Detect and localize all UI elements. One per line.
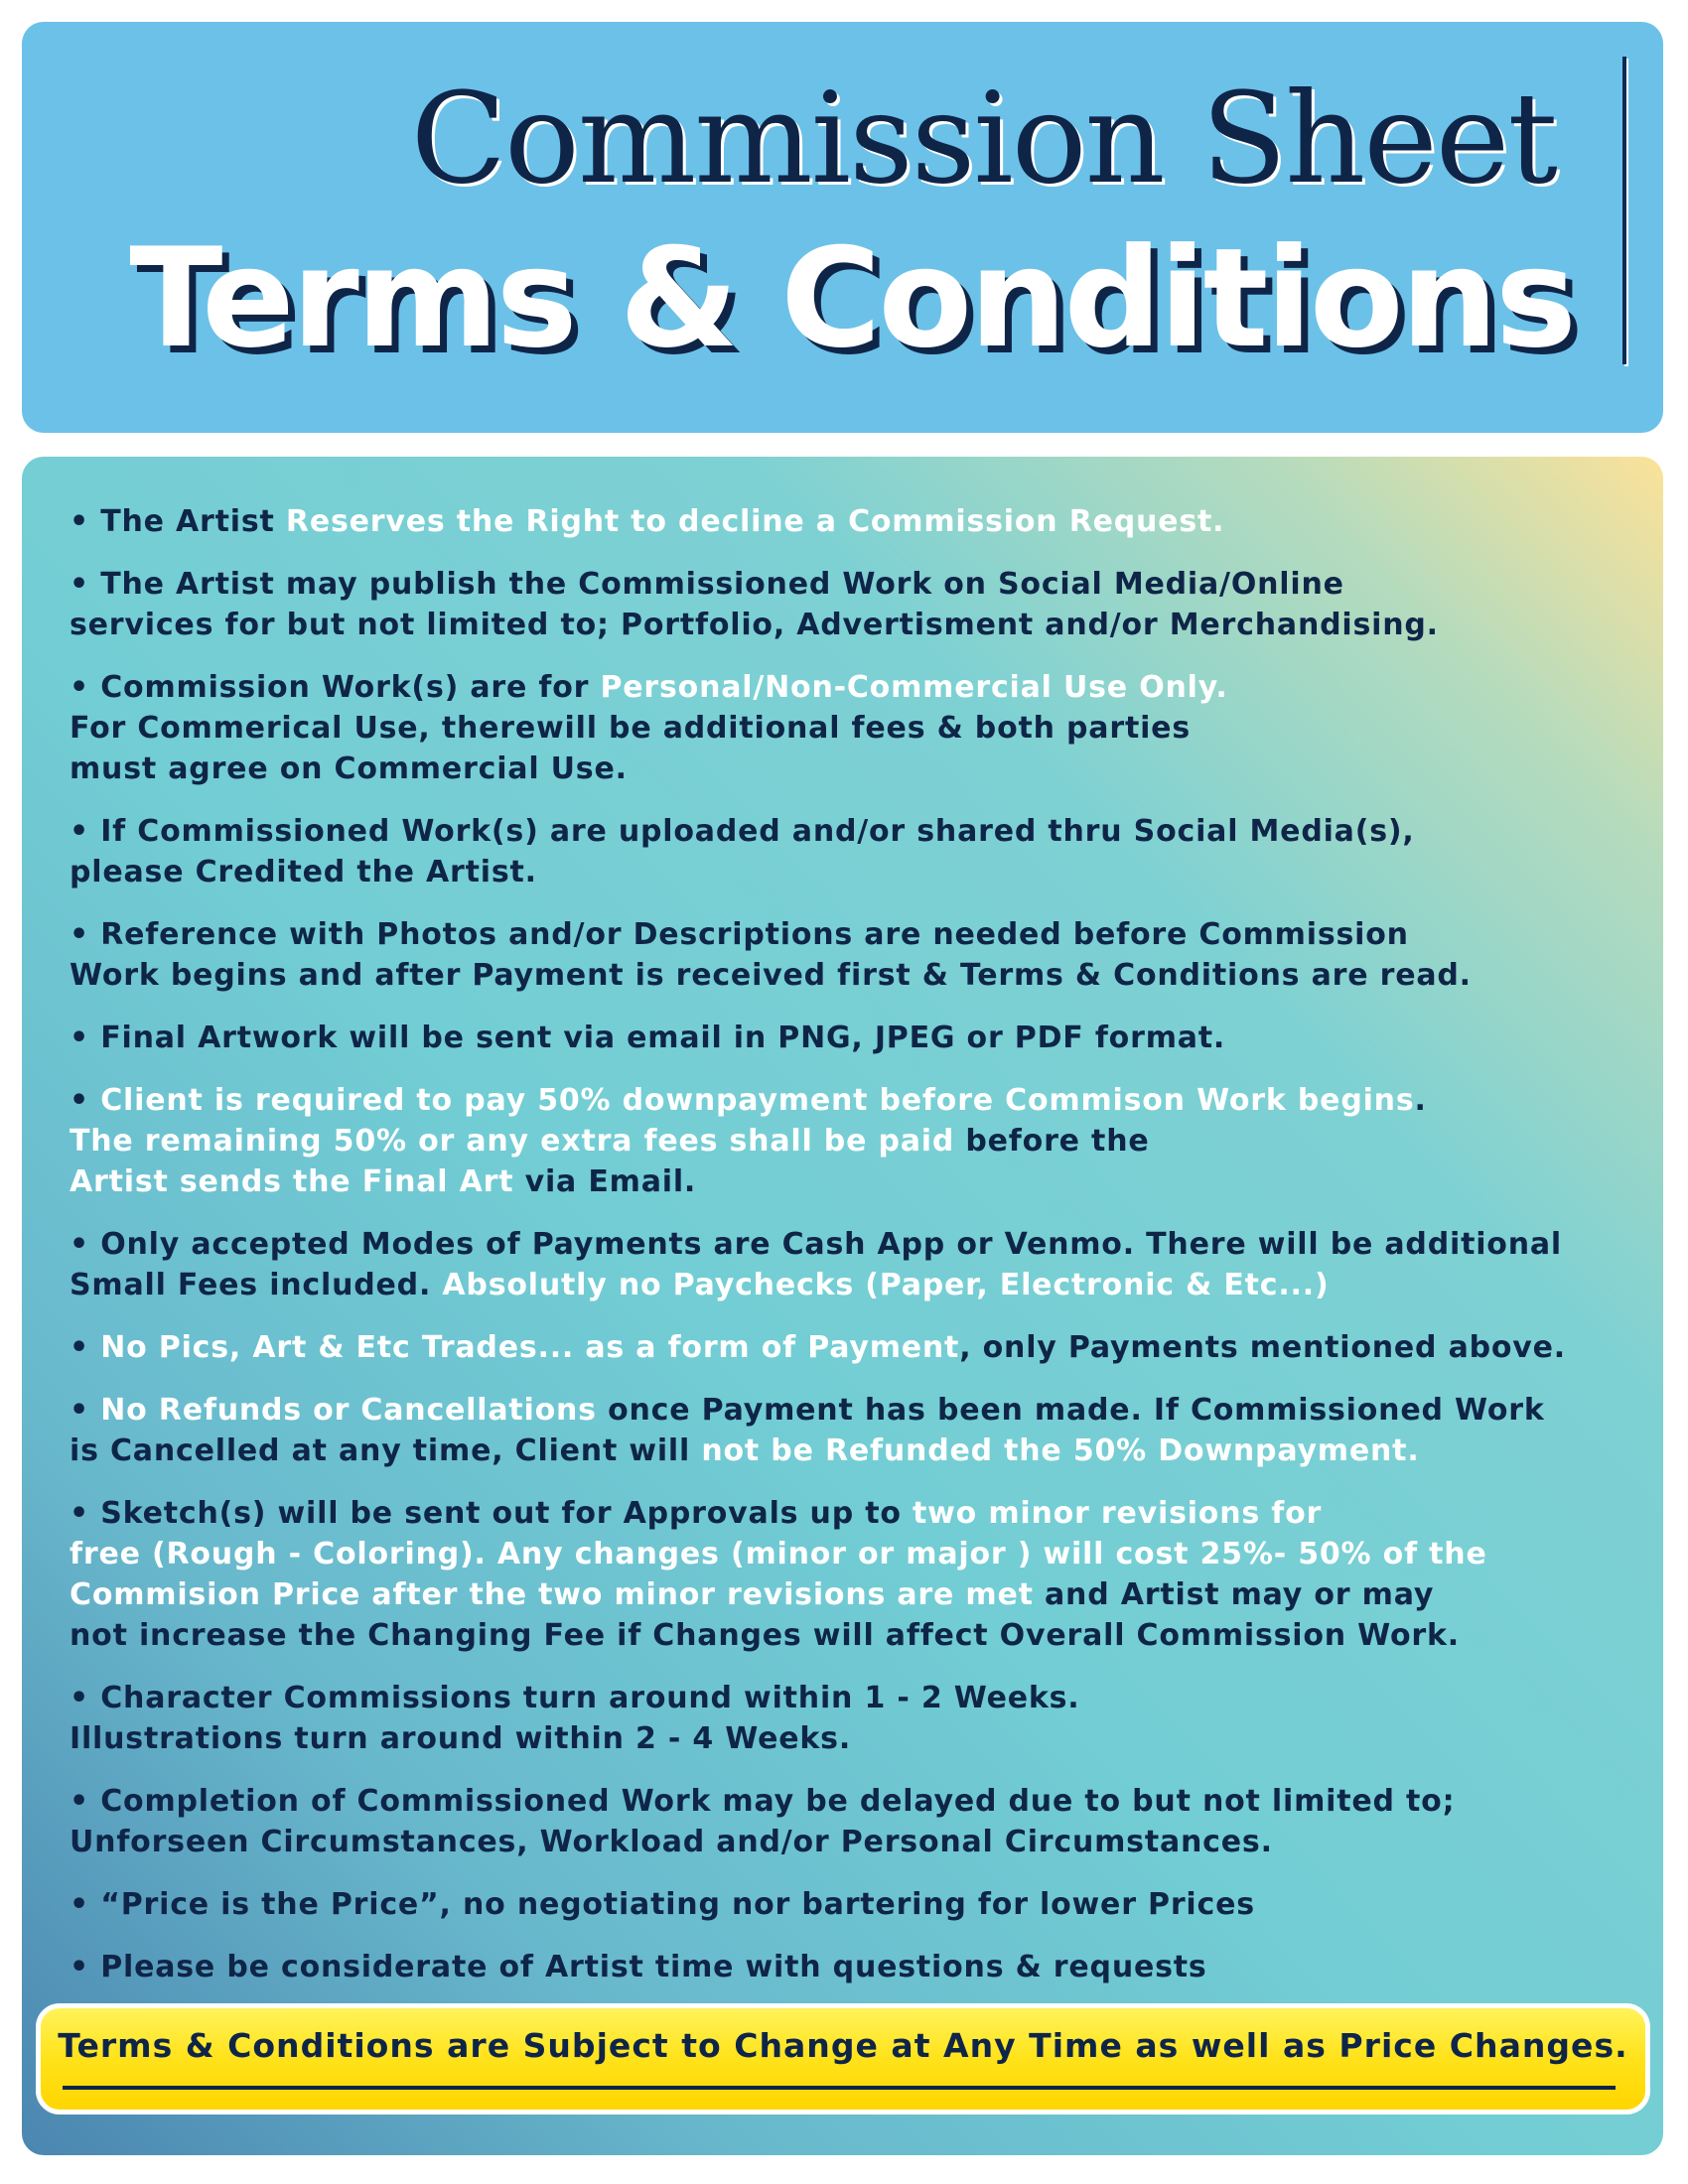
term-line [70,1534,1618,1574]
term-line [70,1161,1618,1202]
term-text: services for but not limited to; Portfolio, Advertisment and/or Merchandising. [70,608,1439,642]
term-line [70,605,1618,645]
term-item [70,811,1618,892]
header-banner [22,22,1663,433]
term-highlight-text: Artist sends the Final Art [70,1164,525,1199]
term-text: • The Artist [70,504,286,539]
term-text: please Credited the Artist. [70,855,537,889]
term-text: • Sketch(s) will be sent out for Approvals up to [70,1496,914,1531]
term-line [70,1947,1618,1987]
term-line [70,1018,1618,1058]
term-text: • If Commissioned Work(s) are uploaded and/or shared thru Social Media(s), [70,814,1415,849]
term-item [70,1390,1618,1471]
term-line [70,914,1618,955]
term-text: • “Price is the Price”, no negotiating nor bartering for lower Prices [70,1887,1255,1922]
term-line [70,1678,1618,1718]
term-highlight-text: No Pics, Art & Etc Trades... as a form of Payment [100,1330,960,1365]
page-title: Commission Sheet [410,66,1556,211]
term-line [70,564,1618,605]
footer-underline [63,2086,1616,2090]
term-line [70,667,1618,708]
term-text: Small Fees included. [70,1268,443,1302]
term-text: • Completion of Commissioned Work may be delayed due to but not limited to; [70,1784,1456,1819]
term-text: must agree on Commercial Use. [70,751,628,786]
term-item [70,564,1618,645]
term-line [70,852,1618,892]
term-text: once Payment has been made. If Commissioned Work [608,1393,1545,1428]
term-line [70,1431,1618,1471]
term-item [70,1327,1618,1368]
term-text: Illustrations turn around within 2 - 4 Weeks. [70,1721,852,1756]
term-text: . [1414,1083,1427,1118]
term-text: • [70,1393,101,1428]
term-text: Unforseen Circumstances, Workload and/or Personal Circumstances. [70,1825,1273,1859]
term-item [70,1884,1618,1925]
term-highlight-text: Reserves the Right to decline a Commission Request. [285,504,1225,539]
term-line [70,955,1618,996]
term-text: • [70,1330,101,1365]
term-text: • Commission Work(s) are for [70,670,601,705]
term-text: is Cancelled at any time, Client will [70,1433,702,1468]
term-highlight-text: free (Rough - Coloring). Any changes (minor or major ) will cost 25%- 50% of the [70,1537,1487,1571]
term-text: not increase the Changing Fee if Changes will affect Overall Commission Work. [70,1618,1460,1653]
term-highlight-text: Absolutly no Paychecks (Paper, Electronic & Etc...) [442,1268,1330,1302]
term-line [70,1884,1618,1925]
term-line [70,1265,1618,1305]
term-text: • Please be considerate of Artist time with questions & requests [70,1950,1207,1984]
term-highlight-text: not be Refunded the 50% Downpayment. [701,1433,1420,1468]
term-text: • [70,1083,101,1118]
term-item [70,1781,1618,1862]
term-highlight-text: Commision Price after the two minor revisions are met [70,1577,1046,1612]
term-text: • Only accepted Modes of Payments are Cash App or Venmo. There will be additional [70,1227,1562,1262]
term-text: • Reference with Photos and/or Descriptions are needed before Commission [70,917,1409,952]
term-highlight-text: two minor revisions for [913,1496,1323,1531]
term-item [70,1224,1618,1305]
term-item [70,1080,1618,1202]
term-line [70,1390,1618,1431]
term-text: Work begins and after Payment is received first & Terms & Conditions are read. [70,958,1472,993]
term-item [70,1947,1618,1987]
term-line [70,1224,1618,1265]
term-item [70,914,1618,996]
term-highlight-text: The remaining 50% or any extra fees shall be paid [70,1124,966,1159]
term-highlight-text: Client is required to pay 50% downpayment before Commison Work begins [100,1083,1415,1118]
terms-list [70,501,1618,1987]
footer-banner [36,2003,1650,2115]
term-text: via Email. [524,1164,697,1199]
page-subtitle: Terms & Conditions [129,218,1574,378]
term-line [70,811,1618,852]
term-text: For Commerical Use, therewill be additional fees & both parties [70,711,1191,746]
term-text: • Final Artwork will be sent via email in PNG, JPEG or PDF format. [70,1021,1226,1055]
term-text: , only Payments mentioned above. [959,1330,1567,1365]
footer-text: Terms & Conditions are Subject to Change at Any Time as well as Price Changes. [58,2026,1628,2065]
term-highlight-text: No Refunds or Cancellations [100,1393,609,1428]
term-line [70,1493,1618,1534]
term-text: • Character Commissions turn around within 1 - 2 Weeks. [70,1681,1080,1715]
term-line [70,1121,1618,1161]
term-highlight-text: Personal/Non-Commercial Use Only. [600,670,1228,705]
term-line [70,1574,1618,1615]
term-line [70,501,1618,542]
term-line [70,749,1618,789]
title-divider [1622,57,1626,364]
term-text: before the [965,1124,1150,1159]
term-text: and Artist may or may [1045,1577,1435,1612]
term-text: • The Artist may publish the Commissioned Work on Social Media/Online [70,567,1344,602]
term-line [70,1718,1618,1759]
term-line [70,1822,1618,1862]
term-line [70,1327,1618,1368]
term-line [70,1781,1618,1822]
term-line [70,708,1618,749]
term-item [70,501,1618,542]
term-line [70,1615,1618,1656]
term-item [70,667,1618,789]
term-line [70,1080,1618,1121]
term-item [70,1678,1618,1759]
term-item [70,1018,1618,1058]
term-item [70,1493,1618,1656]
